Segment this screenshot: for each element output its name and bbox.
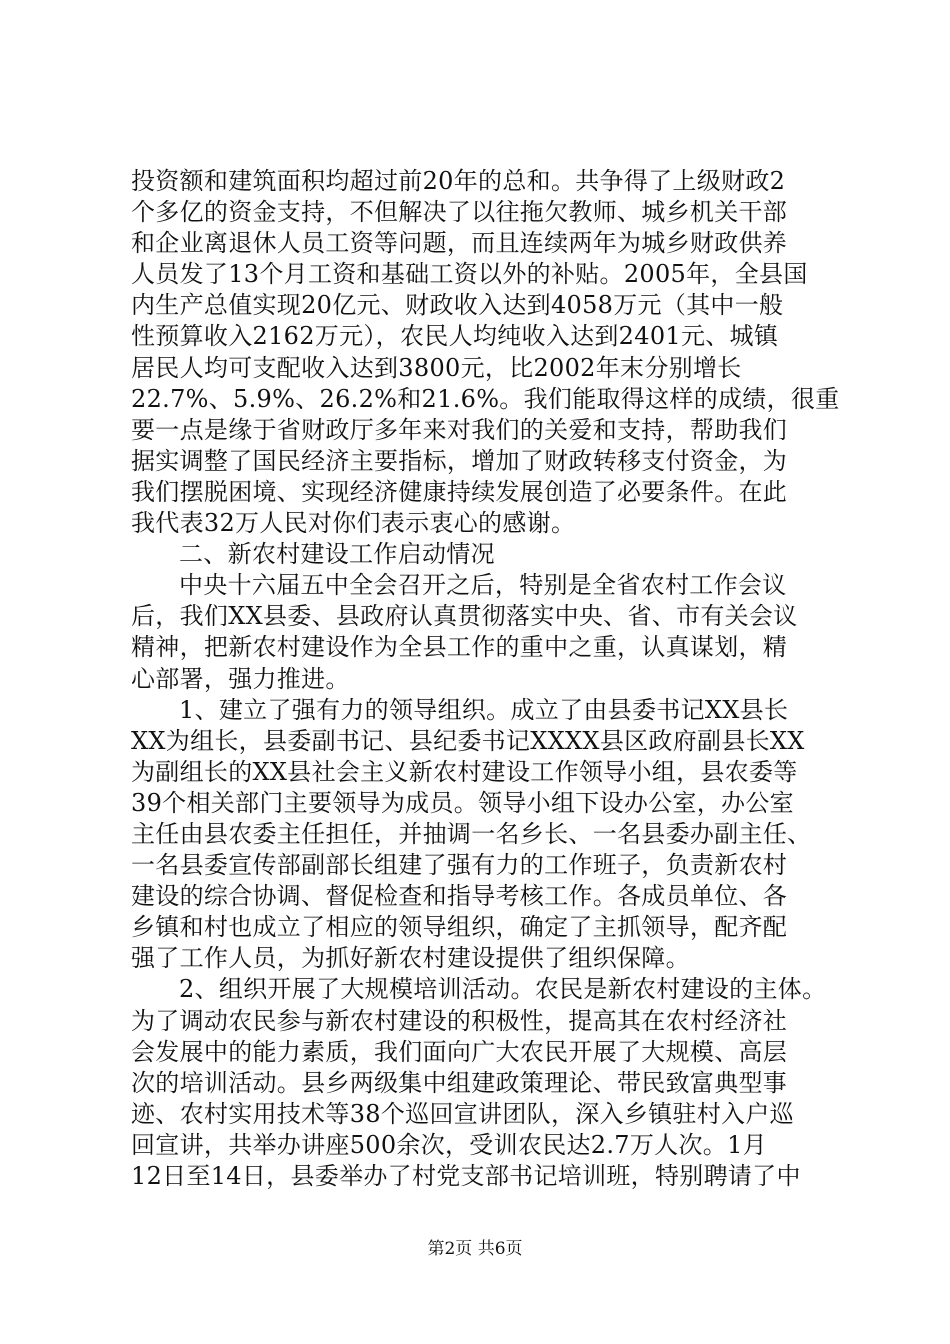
text-line: 内生产总值实现20亿元、财政收入达到4058万元（其中一般 — [131, 291, 784, 320]
text-line: 性预算收入2162万元），农民人均纯收入达到2401元、城镇 — [131, 322, 779, 351]
text-line: 心部署，强力推进。 — [131, 664, 350, 693]
page-footer — [0, 1238, 950, 1260]
text-line: 回宣讲，共举办讲座500余次，受训农民达2.7万人次。1月 — [131, 1130, 767, 1159]
text-line: 会发展中的能力素质，我们面向广大农民开展了大规模、高层 — [131, 1037, 788, 1066]
text-line: 和企业离退休人员工资等问题，而且连续两年为城乡财政供养 — [131, 229, 788, 258]
text-line: 居民人均可支配收入达到3800元，比2002年末分别增长 — [131, 353, 742, 382]
text-line: 为副组长的XX县社会主义新农村建设工作领导小组，县农委等 — [131, 757, 798, 786]
text-line: 人员发了13个月工资和基础工资以外的补贴。2005年，全县国 — [131, 260, 808, 289]
text-line: 主任由县农委主任担任，并抽调一名乡长、一名县委办副主任、 — [131, 819, 812, 848]
text-line: 中央十六届五中全会召开之后，特别是全省农村工作会议 — [179, 571, 787, 600]
text-line: 22.7%、5.9%、26.2%和21.6%。我们能取得这样的成绩，很重 — [131, 384, 840, 413]
text-line: 我代表32万人民对你们表示衷心的感谢。 — [131, 509, 576, 538]
text-line: 乡镇和村也成立了相应的领导组织，确定了主抓领导，配齐配 — [131, 913, 788, 942]
text-line: 后，我们XX县委、县政府认真贯彻落实中央、省、市有关会议 — [131, 602, 798, 631]
section-heading: 二、新农村建设工作启动情况 — [179, 540, 495, 569]
text-line: 为了调动农民参与新农村建设的积极性，提高其在农村经济社 — [131, 1006, 788, 1035]
body-text — [131, 166, 840, 1192]
text-line: 个多亿的资金支持，不但解决了以往拖欠教师、城乡机关干部 — [131, 198, 788, 227]
text-line: XX为组长，县委副书记、县纪委书记XXXX县区政府副县长XX — [131, 726, 805, 755]
text-line: 2、组织开展了大规模培训活动。农民是新农村建设的主体。 — [179, 975, 827, 1004]
text-line: 1、建立了强有力的领导组织。成立了由县委书记XX县长 — [179, 695, 789, 724]
text-line: 据实调整了国民经济主要指标，增加了财政转移支付资金，为 — [131, 446, 788, 475]
text-line: 要一点是缘于省财政厅多年来对我们的关爱和支持，帮助我们 — [131, 415, 788, 444]
text-line: 投资额和建筑面积均超过前20年的总和。共争得了上级财政2 — [131, 167, 786, 195]
text-line: 39个相关部门主要领导为成员。领导小组下设办公室，办公室 — [131, 788, 794, 817]
text-line: 一名县委宣传部副部长组建了强有力的工作班子，负责新农村 — [131, 851, 788, 880]
text-line: 我们摆脱困境、实现经济健康持续发展创造了必要条件。在此 — [131, 477, 788, 506]
page-number: 第2页 共6页 — [427, 1239, 523, 1259]
text-line: 精神，把新农村建设作为全县工作的重中之重，认真谋划，精 — [131, 633, 788, 662]
text-line: 12日至14日，县委举办了村党支部书记培训班，特别聘请了中 — [131, 1162, 801, 1190]
text-line: 强了工作人员，为抓好新农村建设提供了组织保障。 — [131, 944, 690, 973]
text-line: 次的培训活动。县乡两级集中组建政策理论、带民致富典型事 — [131, 1068, 788, 1097]
text-line: 迹、农村实用技术等38个巡回宣讲团队，深入乡镇驻村入户巡 — [131, 1099, 794, 1128]
text-line: 建设的综合协调、督促检查和指导考核工作。各成员单位、各 — [131, 882, 788, 911]
